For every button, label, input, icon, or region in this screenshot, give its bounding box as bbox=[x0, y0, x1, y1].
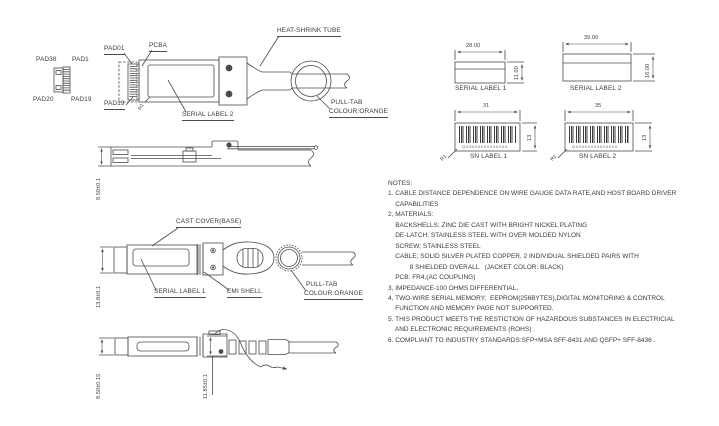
serial-label-2-callout: SERIAL LABEL 2 bbox=[182, 112, 234, 121]
backshell-height-dim: 11.85±0.1 bbox=[203, 374, 209, 399]
pad-connector-front-view bbox=[54, 67, 70, 93]
note-line-15: 6. COMPLIANT TO INDUSTRY STANDARDS:SFP+MSA SFF-8431 AND QSFP+ SFF-8436 . bbox=[388, 336, 656, 344]
sn-label-2-barcode-text: QXXXXXXXXXXXXXX bbox=[572, 144, 618, 149]
note-line-13: 5. THIS PRODUCT MEETS THE RESTICTION OF HAZARDOUS SUBSTANCES IN ELECTRICIAL bbox=[388, 315, 675, 323]
note-line-9: PCB: FR4,(AC COUPLING) bbox=[388, 274, 476, 282]
sn-label-2-corner-radius: R1 bbox=[549, 153, 559, 163]
pull-cord bbox=[215, 330, 261, 367]
pad19-callout: PAD19 bbox=[104, 101, 125, 110]
assembly-leader-lines bbox=[141, 228, 306, 291]
note-line-5: DE-LATCH; STAINLESS STEEL WITH OVER MOLDED NYLON bbox=[388, 232, 581, 240]
pad1-label: PAD1 bbox=[72, 56, 89, 63]
notes-title: NOTES: bbox=[388, 180, 413, 187]
connector-side-view-top bbox=[98, 141, 318, 166]
pull-tab-colour-callout: COLOUR:ORANGE bbox=[329, 109, 388, 118]
sn-label-1-barcode-text: QXXXXXXXXXXXXXX bbox=[462, 144, 508, 149]
serial-label-2-caption: SERIAL LABEL 2 bbox=[570, 85, 622, 92]
note-line-3: 2, MATERIALS: bbox=[388, 211, 434, 219]
pad20-label: PAD20 bbox=[33, 96, 54, 103]
notes-block bbox=[388, 179, 718, 346]
pull-tab-callout: PULL-TAB bbox=[331, 99, 363, 106]
emi-shell-callout: EMI SHELL bbox=[227, 289, 262, 298]
note-line-6: SCREW; STAINLESS STEEL bbox=[388, 242, 481, 250]
sn-label-1-caption: SN LABEL 1 bbox=[470, 153, 508, 160]
sn-label-2-height-dim: 13 bbox=[642, 134, 648, 141]
pcba-callout: PCBA bbox=[149, 43, 167, 52]
serial-label-2-drawing bbox=[563, 42, 655, 81]
note-line-12: FUNCTION AND MEMORY PAGE NOT SUPPORTED. bbox=[388, 305, 554, 313]
serial-label-2-height-dim: 16.00 bbox=[645, 63, 651, 78]
note-line-4: BACKSHELLS; ZINC DIE CAST WITH BRIGHT NICKEL PLATING bbox=[388, 221, 588, 229]
sn-label-1-corner-radius: R1 bbox=[439, 153, 449, 163]
pull-tab-callout-2: PULL-TAB bbox=[306, 281, 338, 288]
serial-label-1-caption: SERIAL LABEL 1 bbox=[455, 85, 507, 92]
serial-label-1-height-dim: 11.00 bbox=[514, 66, 520, 80]
sn-label-1-width-dim: 31 bbox=[483, 103, 490, 109]
note-line-11: 4, TWO-WIRE SERIAL MEMORY; EEPROM(256BYTES),DIGITAL MONITORING & CONTROL bbox=[388, 294, 665, 302]
sn-label-2-width-dim: 35 bbox=[595, 103, 602, 109]
side-view-bottom-height-dim: 8.50±0.15 bbox=[96, 373, 102, 399]
side-view-top-height-dim: 8.50±0.1 bbox=[96, 177, 102, 200]
connector-side-view-bottom bbox=[99, 330, 338, 395]
note-line-10: 3, IMPEDANCE-100 OHMS DIFFERENTIAL, bbox=[388, 284, 519, 292]
pull-tab-colour-callout-2: COLOUR:ORANGE bbox=[304, 291, 363, 300]
sn-label-2-barcode bbox=[569, 126, 629, 143]
corner-radius-callout: R1 bbox=[137, 102, 146, 112]
pad01-callout: PAD01 bbox=[104, 46, 125, 55]
pad19-label: PAD19 bbox=[71, 96, 92, 103]
note-line-14: AND ELECTRONIC REQUIREMENTS (ROHS) . bbox=[388, 326, 535, 334]
pad38-label: PAD38 bbox=[36, 56, 57, 63]
note-line-1: 1. CABLE DISTANCE DEPENDENCE ON WIRE GAUGE DATA RATE,AND HOST BOARD DRIVER bbox=[388, 190, 677, 198]
sn-label-1-height-dim: 13 bbox=[527, 134, 533, 141]
assembly-height-dim: 13.8±0.1 bbox=[96, 285, 102, 308]
serial-label-2-width-dim: 39.00 bbox=[584, 35, 599, 41]
sn-label-2-caption: SN LABEL 2 bbox=[579, 153, 617, 160]
serial-label-1-width-dim: 28.00 bbox=[466, 43, 481, 49]
serial-label-1-callout: SERIAL LABEL 1 bbox=[154, 289, 206, 298]
note-line-8: 8 SHIELDED OVERALL (JACKET COLOR: BLACK) bbox=[388, 263, 564, 271]
heat-shrink-tube-callout: HEAT-SHRINK TUBE bbox=[277, 28, 341, 37]
note-line-2: CAPABILITIES bbox=[388, 200, 439, 208]
note-line-7: CABLE; SOLID SILVER PLATED COPPER, 2 INDIVIDUAL SHIELDED PAIRS WITH bbox=[388, 253, 639, 261]
cast-cover-callout: CAST COVER(BASE) bbox=[176, 219, 241, 228]
sn-label-1-barcode bbox=[459, 126, 516, 143]
